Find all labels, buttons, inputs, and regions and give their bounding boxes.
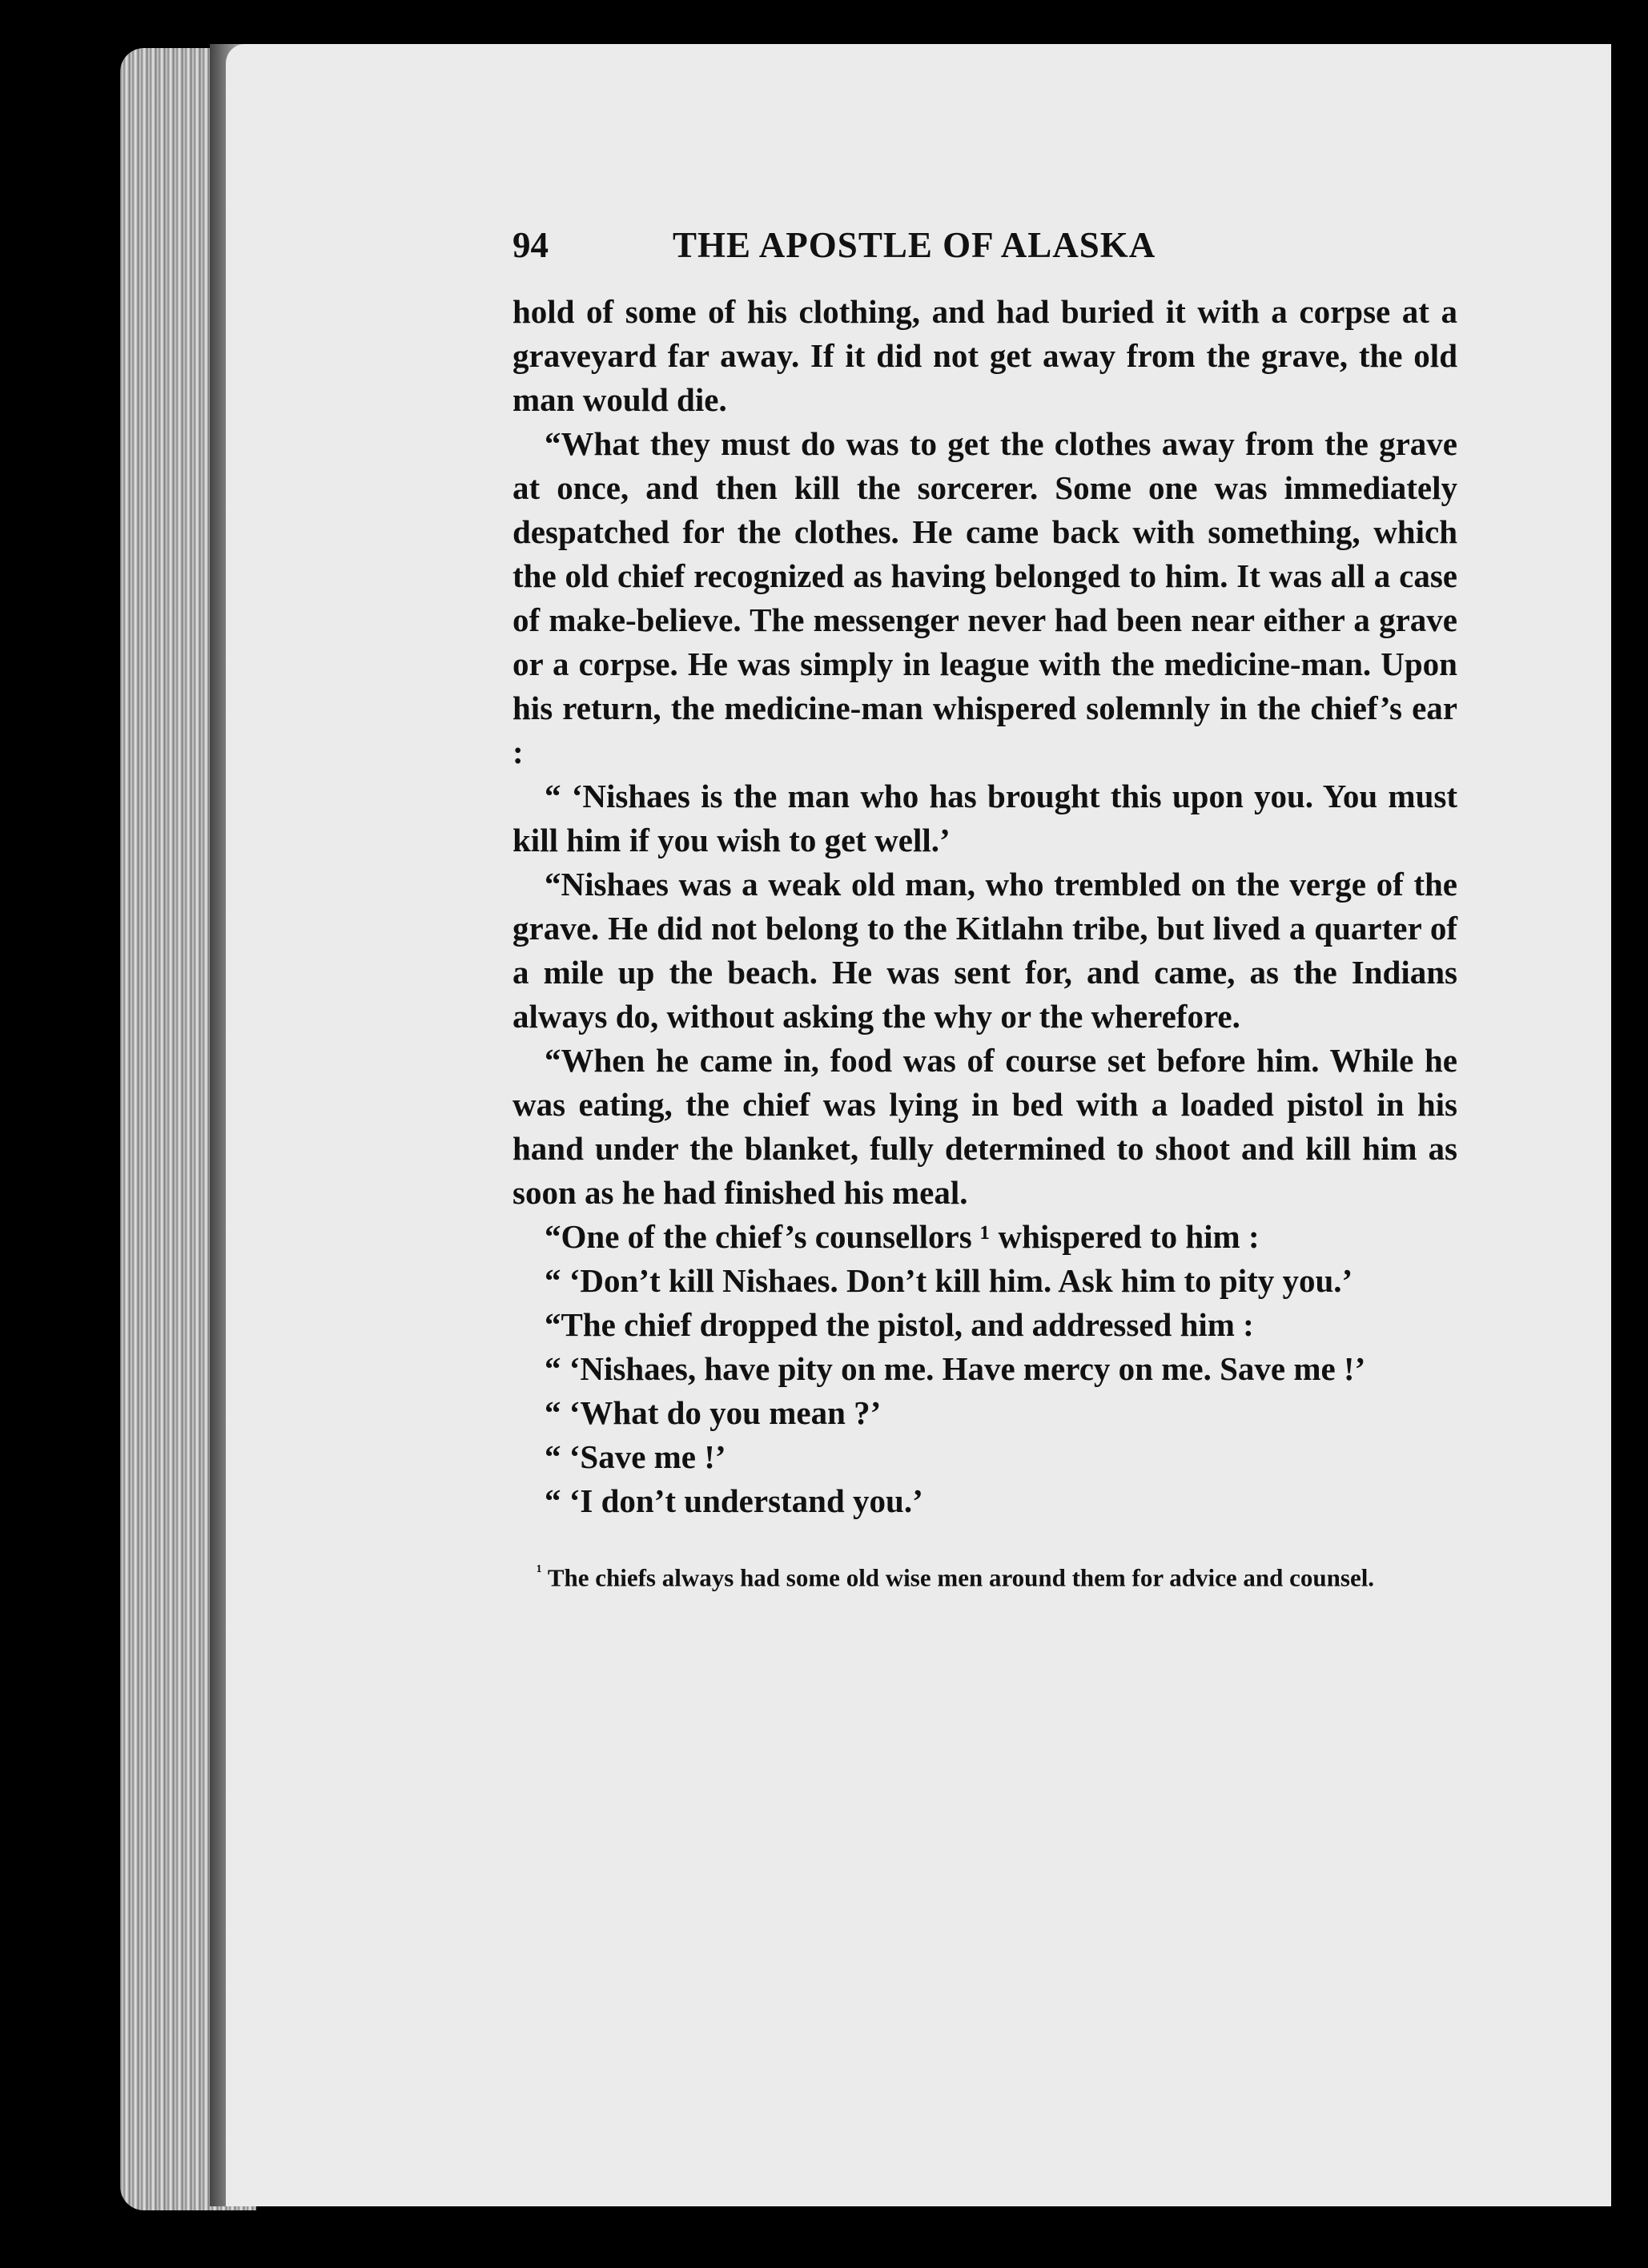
body-text — [512, 290, 1457, 1523]
paragraph: hold of some of his clothing, and had buried it with a corpse at a graveyard far away. If it did not get away from the grave, the old man would die. — [512, 293, 1457, 418]
paragraph: “What they must do was to get the clothes away from the grave at once, and then kill the sorcerer. Some one was immediately despatched for the clothes. He came back with something, which the old chief recognized as having belonged to him. It was all a case of make-believe. The messenger never had been near either a grave or a corpse. He was simply in league with the medicine-man. Upon his return, the medicine-man whispered solemnly in the chief’s ear : — [512, 425, 1457, 770]
page-content — [512, 224, 1457, 1594]
page-number: 94 — [512, 225, 549, 265]
footnote-text: The chiefs always had some old wise men around them for advice and counsel. — [547, 1563, 1375, 1592]
footnote — [512, 1555, 1457, 1594]
paragraph: “ ‘What do you mean ?’ — [545, 1394, 882, 1431]
paragraph: “ ‘Don’t kill Nishaes. Don’t kill him. Ask him to pity you.’ — [545, 1262, 1353, 1299]
paragraph: “When he came in, food was of course set before him. While he was eating, the chief was lying in bed with a loaded pistol in his hand under the blanket, fully determined to shoot and kill him as soon as he had finished his meal. — [512, 1042, 1457, 1211]
paragraph: “Nishaes was a weak old man, who trembled on the verge of the grave. He did not belong to the Kitlahn tribe, but lived a quarter of a mile up the beach. He was sent for, and came, as the Indians always do, without asking the why or the wherefore. — [512, 866, 1457, 1035]
paragraph: “One of the chief’s counsellors ¹ whispered to him : — [545, 1218, 1260, 1255]
paragraph: “ ‘Nishaes is the man who has brought this upon you. You must kill him if you wish to get well.’ — [512, 778, 1457, 859]
footnote-mark: ¹ — [537, 1561, 542, 1581]
page-header — [512, 224, 1457, 266]
paragraph: “ ‘Save me !’ — [545, 1438, 726, 1475]
running-head: THE APOSTLE OF ALASKA — [673, 225, 1156, 265]
paragraph: “The chief dropped the pistol, and addressed him : — [545, 1306, 1254, 1343]
paragraph: “ ‘Nishaes, have pity on me. Have mercy on me. Save me !’ — [545, 1350, 1366, 1387]
paragraph: “ ‘I don’t understand you.’ — [545, 1482, 923, 1519]
